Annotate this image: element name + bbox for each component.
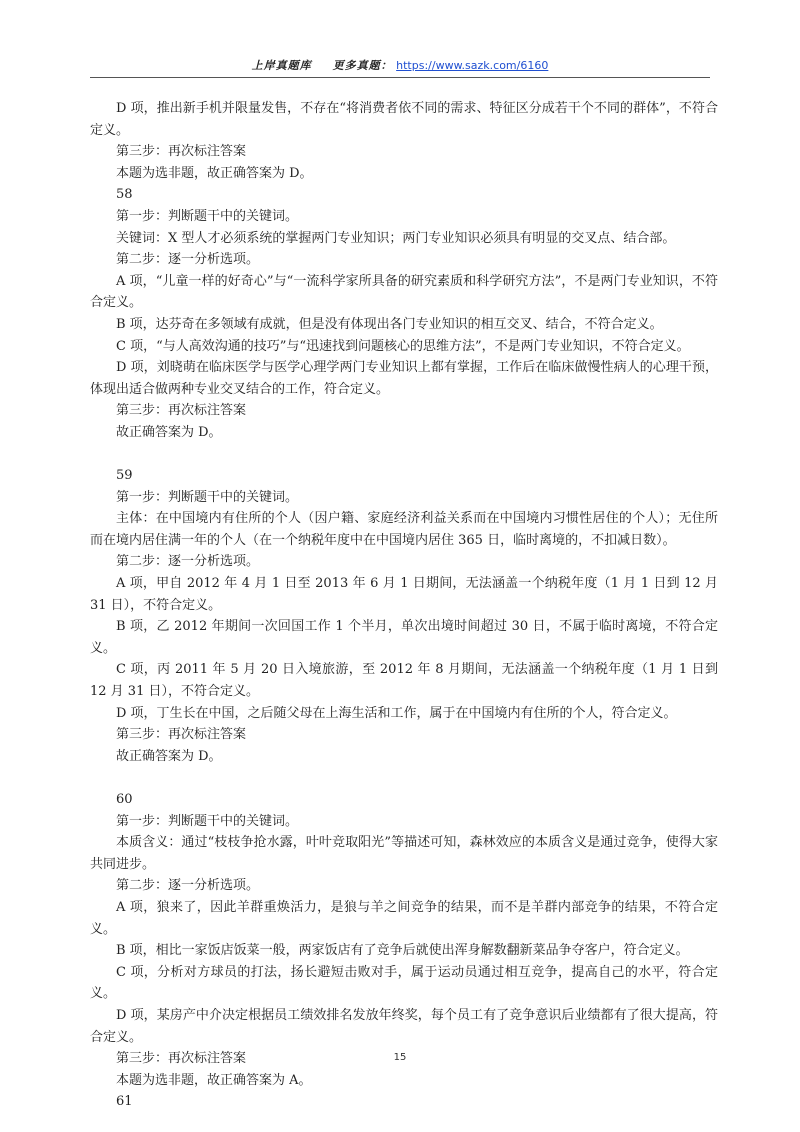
paragraph: C 项，“与人高效沟通的技巧”与“迅速找到问题核心的思维方法”，不是两门专业知识，不符合定义。 (116, 338, 690, 354)
page-header (0, 56, 800, 76)
paragraph: 第三步：再次标注答案 (116, 403, 247, 419)
paragraph: D 项，刘晓萌在临床医学与医学心理学两门专业知识上都有掌握，工作后在临床做慢性病人的心理干预，体现出适合做两种专业交叉结合的工作，符合定义。 (90, 360, 718, 397)
header-site-name: 上岸真题库 (251, 59, 312, 72)
paragraph: 故正确答案为 D。 (116, 748, 222, 764)
paragraph: 第二步：逐一分析选项。 (116, 878, 260, 894)
paragraph: 58 (116, 187, 133, 203)
paragraph: B 项，乙 2012 年期间一次回国工作 1 个半月，单次出境时间超过 30 日，不属于临时离境，不符合定义。 (90, 619, 718, 656)
paragraph: 故正确答案为 D。 (116, 424, 222, 440)
paragraph: A 项，狼来了，因此羊群重焕活力，是狼与羊之间竞争的结果，而不是羊群内部竞争的结果，不符合定义。 (90, 899, 718, 937)
paragraph: D 项，某房产中介决定根据员工绩效排名发放年终奖，每个员工有了竞争意识后业绩都有了很大提高，符合定义。 (90, 1007, 718, 1045)
document-body (90, 98, 718, 1113)
paragraph: C 项，分析对方球员的打法，扬长避短击败对手，属于运动员通过相互竞争，提高自己的水平，符合定义。 (90, 964, 718, 1002)
paragraph: 第二步：逐一分析选项。 (116, 252, 260, 268)
paragraph: 59 (116, 468, 133, 484)
header-divider (90, 77, 710, 78)
paragraph: B 项，相比一家饭店饭菜一般，两家饭店有了竞争后就使出浑身解数翻新菜品争夺客户，符合定义。 (116, 943, 689, 959)
paragraph: 关键词：X 型人才必须系统的掌握两门专业知识；两门专业知识必须具有明显的交叉点、结合部。 (116, 230, 676, 246)
page-number: 15 (393, 1052, 407, 1063)
paragraph: 第三步：再次标注答案 (116, 144, 247, 160)
paragraph: A 项，甲自 2012 年 4 月 1 日至 2013 年 6 月 1 日期间，无法涵盖一个纳税年度（1 月 1 日到 12 月 31 日），不符合定义。 (90, 576, 718, 613)
paragraph: D 项，丁生长在中国，之后随父母在上海生活和工作，属于在中国境内有住所的个人，符合定义。 (116, 705, 677, 721)
paragraph: A 项，“儿童一样的好奇心”与“一流科学家所具备的研究素质和科学研究方法”，不是两门专业知识，不符合定义。 (90, 273, 718, 311)
paragraph: 第三步：再次标注答案 (116, 1051, 247, 1067)
header-url-link[interactable]: https://www.sazk.com/6160 (396, 59, 549, 72)
paragraph: 第一步：判断题干中的关键词。 (116, 813, 299, 829)
paragraph: 第三步：再次标注答案 (116, 727, 247, 743)
paragraph: 主体：在中国境内有住所的个人（因户籍、家庭经济利益关系而在中国境内习惯性居住的个人）；无住所而在境内居住满一年的个人（在一个纳税年度中在中国境内居住 365 日，临时离境的，不扣减日数）。 (90, 511, 718, 548)
paragraph: 60 (116, 792, 133, 807)
paragraph: B 项，达芬奇在多领域有成就，但是没有体现出各门专业知识的相互交叉、结合，不符合定义。 (116, 316, 663, 332)
header-more-label: 更多真题： (332, 59, 393, 72)
paragraph: 第一步：判断题干中的关键词。 (116, 489, 299, 505)
paragraph: 第二步：逐一分析选项。 (116, 554, 260, 570)
paragraph: 61 (116, 1094, 133, 1110)
paragraph: 本质含义：通过“枝枝争抢水露，叶叶竞取阳光”等描述可知，森林效应的本质含义是通过竞争，使得大家共同进步。 (90, 835, 718, 872)
paragraph: D 项，推出新手机并限量发售，不存在“将消费者依不同的需求、特征区分成若干个不同的群体”，不符合定义。 (90, 101, 718, 138)
paragraph: 本题为选非题，故正确答案为 A。 (116, 1072, 312, 1088)
paragraph: 本题为选非题，故正确答案为 D。 (116, 165, 313, 181)
paragraph: 第一步：判断题干中的关键词。 (116, 208, 299, 224)
paragraph: C 项，丙 2011 年 5 月 20 日入境旅游，至 2012 年 8 月期间，无法涵盖一个纳税年度（1 月 1 日到 12 月 31 日），不符合定义。 (90, 662, 718, 700)
